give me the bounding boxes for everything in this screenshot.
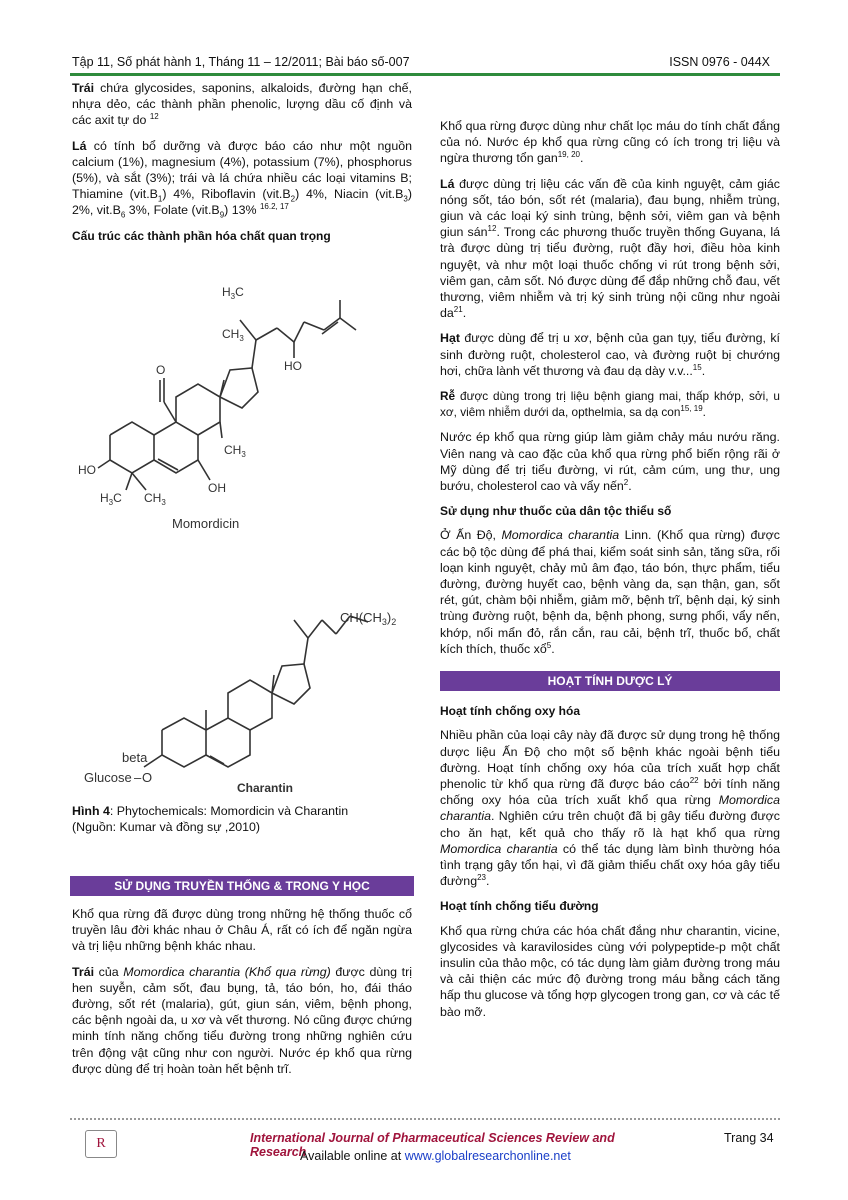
page-number: Trang 34 xyxy=(724,1131,774,1145)
term-la: Lá xyxy=(72,138,87,153)
subhead-structures: Cấu trúc các thành phần hóa chất quan trọng xyxy=(72,228,331,243)
citation: 21 xyxy=(453,305,463,315)
subscript: 1 xyxy=(157,194,163,204)
momordicin-label: Momordicin xyxy=(172,516,240,531)
text: được dùng để trị u xơ, bệnh của gan tụy, tiểu đường, kí sinh đường ruột, cholesterol cao, và đường ruột bị chướng hơi, chữa lành vết thương và đau dạ dày v.v... xyxy=(440,331,780,378)
label-chch3: $CH(CH_3)_2$ xyxy=(340,610,397,627)
text: có tính bổ dưỡng và được báo cáo như một nguồn calcium (1%), magnesium (4%), potassium (7%), phosphorus (5%), và sắt (3%); trái và lá chứa nhiều các loại vitamins B; Thiamine (vit.B xyxy=(72,138,412,202)
subscript: 3 xyxy=(403,194,408,204)
para-root: Rễ được dùng trong trị liệu bệnh giang mai, thấp khớp, sởi, u xơ, viêm nhiễm dưới da, opthelmia, sa dạ con$^{15, 19}$. xyxy=(440,389,780,420)
caption-text: : Phytochemicals: Momordicin và Charantin xyxy=(109,804,349,818)
label-ch3: $CH_3$ xyxy=(222,327,244,343)
text: ) 4%, Riboflavin (vit.B xyxy=(162,187,291,202)
header-issue: Tập 11, Số phát hành 1, Tháng 11 – 12/2011; Bài báo số-007 xyxy=(72,55,410,69)
subhead-antidiabetic: Hoạt tính chống tiểu đường xyxy=(440,899,599,914)
para-juice: Nước ép khổ qua rừng giúp làm giảm chảy máu nướu răng. Viên nang và cao đặc của khổ qua rừng phổ biến rộng rãi ở Mỹ dùng để trị tiểu đường, vi rút, cảm cúm, ung thư, ung bướu, cholesterol cao và vẩy nến$^2$. xyxy=(440,430,780,494)
species-name: Momordica charantia (Khổ qua rừng) xyxy=(123,964,331,979)
journal-url-link[interactable]: www.globalresearchonline.net xyxy=(404,1149,571,1163)
figure-caption xyxy=(72,803,412,835)
citation: 15, 19 xyxy=(680,404,703,414)
para-trai xyxy=(72,80,412,129)
text: Ở Ấn Độ, xyxy=(440,528,502,543)
text: Linn. (Khổ qua rừng) được các bộ tộc dùng để phá thai, kiểm soát sinh sản, tăng sữa, rối loạn kinh nguyệt, chảy mủ âm đạo, táo bón, thực phẩm, tiểu đường, đường huyết cao, bệnh vàng da, sạn thận, gan, sốt rét, gút, chàm bội nhiễm, giảm mỡ, bệnh trĩ, bệnh dại, ký sinh trùng đường ruột, bệnh da, bệnh phong, sưng phổi, vẩy nến, khớp, nổi mẩn đỏ, rắn cắn, rau cải, bệnh trĩ, thuốc bổ, chất kích thích, thuốc xổ xyxy=(440,528,780,656)
text: ) 2%, vit.B xyxy=(72,187,412,218)
para-traditional: Khổ qua rừng đã được dùng trong những hệ thống thuốc cổ truyền lâu đời khác nhau ở Châu Á, rất có ích để ngăn ngừa và trị liệu những bệnh khác nhau. xyxy=(72,907,412,954)
subscript: 2 xyxy=(290,194,296,204)
section-band-pharmacology: HOẠT TÍNH DƯỢC LÝ xyxy=(440,671,780,691)
citation: 12 xyxy=(149,112,159,122)
citation: 12 xyxy=(487,224,497,234)
para-la xyxy=(72,138,412,219)
text: . Trong các phương thuốc truyền thống Guyana, lá trà được dùng trị tiểu đường, ruột đầy hơi, điều hòa kinh nguyệt, và như một loại thuốc chống vi rút trong bệnh sởi, viêm gan, cảm sốt. Nó được dùng để đắp những chỗ đau, vết thương, viêm nhiễm và trị ký sinh trùng nội cũng như ngoài da xyxy=(440,225,780,321)
text: có thể tác dụng làm bình thường hóa tình trạng gây tổn hại, vì đã giảm thiểu chất oxy hóa gây tiểu đường xyxy=(440,841,780,889)
section-band-traditional: SỬ DỤNG TRUYỀN THỐNG & TRONG Y HỌC xyxy=(70,876,414,896)
label-beta: beta xyxy=(122,750,148,765)
subscript: 9 xyxy=(219,210,225,220)
availability xyxy=(300,1149,571,1163)
text: Nước ép khổ qua rừng giúp làm giảm chảy máu nướu răng. Viên nang và cao đặc của khổ qua rừng phổ biến rộng rãi ở Mỹ dùng để trị tiểu đường, vi rút, cảm cúm, ung thư, ung bướu, cholesterol cao và vẩy nến xyxy=(440,430,780,494)
journal-logo: R xyxy=(85,1130,117,1158)
caption-label: Hình 4 xyxy=(72,804,110,818)
para-blood: Khổ qua rừng được dùng như chất lọc máu do tính chất đắng của nó. Nước ép khổ qua rừng cũng có ích trong trị liệu và ngừa thương tổn gan$^{19, 20}$. xyxy=(440,119,780,166)
svg-text:–: – xyxy=(134,770,142,785)
label-ch3-2: $CH_3$ xyxy=(224,443,246,459)
term-re: Rễ xyxy=(440,389,456,404)
citation: 22 xyxy=(689,775,699,785)
text: . Nghiên cứu trên chuột đã bị gây tiểu đường được cho ăn hạt, kết quả cho thấy rõ là hạt khổ qua rừng xyxy=(440,809,780,840)
species-name: Momordica charantia xyxy=(440,841,558,856)
text: 3%, Folate (vit.B xyxy=(125,203,220,218)
term-hat: Hạt xyxy=(440,331,460,346)
term-la: Lá xyxy=(440,176,455,191)
label-ch3-3: $CH_3$ xyxy=(144,491,166,507)
text: được dùng trị hen suyễn, cảm sốt, đau bụng, tả, táo bón, ho, đái tháo đường, sốt rét (malaria), gút, giun sán, viêm, bệnh phong, các bệnh ngoài da, u xơ và vết thương. Nó cũng được chứng minh tính năng chống tiểu đường trong những nghiên cứu trên động vật cũng như con người. Nước ép khổ qua rừng được dùng để trị hoàn toàn hết bệnh trĩ. xyxy=(72,964,412,1076)
para-antidiabetic: Khổ qua rừng chứa các hóa chất đắng như charantin, vicine, glycosides và karavilosides cùng với polypeptide-p một chất insulin của thảo mộc, có tác dụng làm giảm đường trong máu và cải thiện các mức độ đường trong máu bằng cách tăng hấp thu glucose và tổng hợp glycogen trong gan, cơ và các tế bào mỡ. xyxy=(440,923,781,1019)
para-antioxidant: Nhiều phần của loại cây này đã được sử dụng trong hệ thống dược liệu Ấn Độ cho một số bệnh khác ngoài bệnh tiểu đường. Hoạt tính chống oxy hóa của trích xuất hợp chất phenolic từ khổ qua rừng đã được báo cáo$^{22}$ bởi tính năng chống oxy hóa của trích xuất khổ qua rừng Momordica charantia. Nghiên cứu trên chuột đã bị gây tiểu đường được cho ăn hạt, kết quả cho thấy rõ là hạt khổ qua rừng Momordica charantia có thể tác dụng làm bình thường hóa tình trạng gây tổn hại, vì đã giảm thiểu chất oxy hóa gây tiểu đường$^{23}$. xyxy=(440,728,780,889)
citation: 16.2, 17 xyxy=(259,202,289,212)
label-oh: OH xyxy=(208,481,226,495)
label-o: O xyxy=(156,363,166,377)
label-ho-side: HO xyxy=(284,359,302,373)
para-seed: Hạt được dùng để trị u xơ, bệnh của gan tụy, tiểu đường, kí sinh đường ruột, cholesterol cao, và đường ruột bị chướng hơi, chữa lành vết thương và đau dạ dày v.v...$^{15}$. xyxy=(440,331,780,378)
availability-text: Available online at xyxy=(300,1149,405,1163)
journal-title: International Journal of Pharmaceutical Sciences Review and Research xyxy=(250,1131,615,1159)
citation: 2 xyxy=(623,477,629,487)
chemical-structures-figure xyxy=(72,270,412,800)
charantin-label: Charantin xyxy=(237,781,294,795)
species-name: Momordica charantia xyxy=(501,528,620,543)
caption-source: (Nguồn: Kumar và đồng sự ,2010) xyxy=(72,820,261,835)
text: ) 13% xyxy=(224,203,260,218)
para-india: Ở Ấn Độ, Momordica charantia Linn. (Khổ qua rừng) được các bộ tộc dùng để phá thai, kiểm soát sinh sản, tăng sữa, rối loạn kinh nguyệt, chảy mủ âm đạo, táo bón, thực phẩm, tiểu đường, đường huyết cao, bệnh vàng da, sạn thận, gan, sốt rét, gút, chàm bội nhiễm, giảm mỡ, bệnh trĩ, bệnh dại, ký sinh trùng đường ruột, bệnh da, bệnh phong, sưng phổi, vẩy nến, khớp, nổi mẩn đỏ, rắn cắn, rau cải, bệnh trĩ, thuốc bổ, chất kích thích, thuốc xổ$^5$. xyxy=(440,528,780,656)
label-ho: HO xyxy=(78,463,96,477)
citation: 15 xyxy=(692,362,702,372)
text: được dùng trị liệu các vấn đề của kinh nguyệt, cảm giác nóng sốt, táo bón, sốt rét (malaria), đau bụng, nhiễm trùng, giun và các loại ký sinh trùng, bệnh sởi, viêm gan và bệnh giun sán xyxy=(440,176,780,240)
citation: 19, 20 xyxy=(557,150,580,160)
label-h3c: $H_3C$ xyxy=(222,285,244,301)
text: Nhiều phần của loại cây này đã được sử dụng trong hệ thống dược liệu Ấn Độ cho một số bệnh khác ngoài bệnh tiểu đường. Hoạt tính chống oxy hóa của trích xuất hợp chất phenolic từ khổ qua rừng đã được báo cáo xyxy=(440,728,780,791)
label-h3c-2: $H_3C$ xyxy=(100,491,122,507)
header-issn: ISSN 0976 - 044X xyxy=(669,55,770,69)
citation: 5 xyxy=(546,640,552,650)
header-rule xyxy=(70,73,780,76)
subhead-antioxidant: Hoạt tính chống oxy hóa xyxy=(440,704,580,719)
para-leaf: Lá được dùng trị liệu các vấn đề của kinh nguyệt, cảm giác nóng sốt, táo bón, sốt rét (malaria), đau bụng, nhiễm trùng, giun và các loại ký sinh trùng, bệnh sởi, viêm gan và bệnh giun sán$^{12}$. Trong các phương thuốc truyền thống Guyana, lá trà được dùng trị tiểu đường, ruột đầy hơi, điều hòa kinh nguyệt, và như một loại thuốc chống vi rút trong bệnh sởi, viêm gan, cảm sốt. Nó được dùng để đắp những chỗ đau, vết thương, viêm nhiễm và trị ký sinh trùng nội cũng như ngoài $da^{21}$. xyxy=(440,176,780,321)
text: bởi tính năng chống oxy hóa của trích xuất khổ qua rừng xyxy=(440,776,780,808)
species-name: Momordica charantia xyxy=(440,793,780,824)
para-trai-use xyxy=(72,964,412,1077)
term-trai: Trái xyxy=(72,81,95,95)
text: chứa glycosides, saponins, alkaloids, đường hạn chế, nhựa dẻo, các thành phần phenolic, lượng dầu cố định và các axit tự do xyxy=(72,81,412,128)
citation: 23 xyxy=(477,873,486,882)
text: được dùng trong trị liệu bệnh giang mai, thấp khớp, sởi, u xơ, viêm nhiễm dưới da, opthelmia, sa dạ con xyxy=(440,389,780,420)
text: của xyxy=(94,964,124,979)
left-column xyxy=(72,80,412,252)
label-o-2: O xyxy=(142,770,153,785)
subscript: 6 xyxy=(120,210,126,220)
left-column-bottom xyxy=(72,906,412,1086)
label-glucose: Glucose xyxy=(84,770,132,785)
right-column xyxy=(440,118,780,1029)
footer-rule xyxy=(70,1118,780,1124)
subhead-ethnic: Sử dụng như thuốc của dân tộc thiểu số xyxy=(440,504,672,519)
term-trai: Trái xyxy=(72,964,95,979)
text: Khổ qua rừng được dùng như chất lọc máu do tính chất đắng của nó. Nước ép khổ qua rừng cũng có ích trong trị liệu và ngừa thương tổn gan xyxy=(440,119,780,166)
text: ) 4%, Niacin (vit.B xyxy=(295,187,404,202)
